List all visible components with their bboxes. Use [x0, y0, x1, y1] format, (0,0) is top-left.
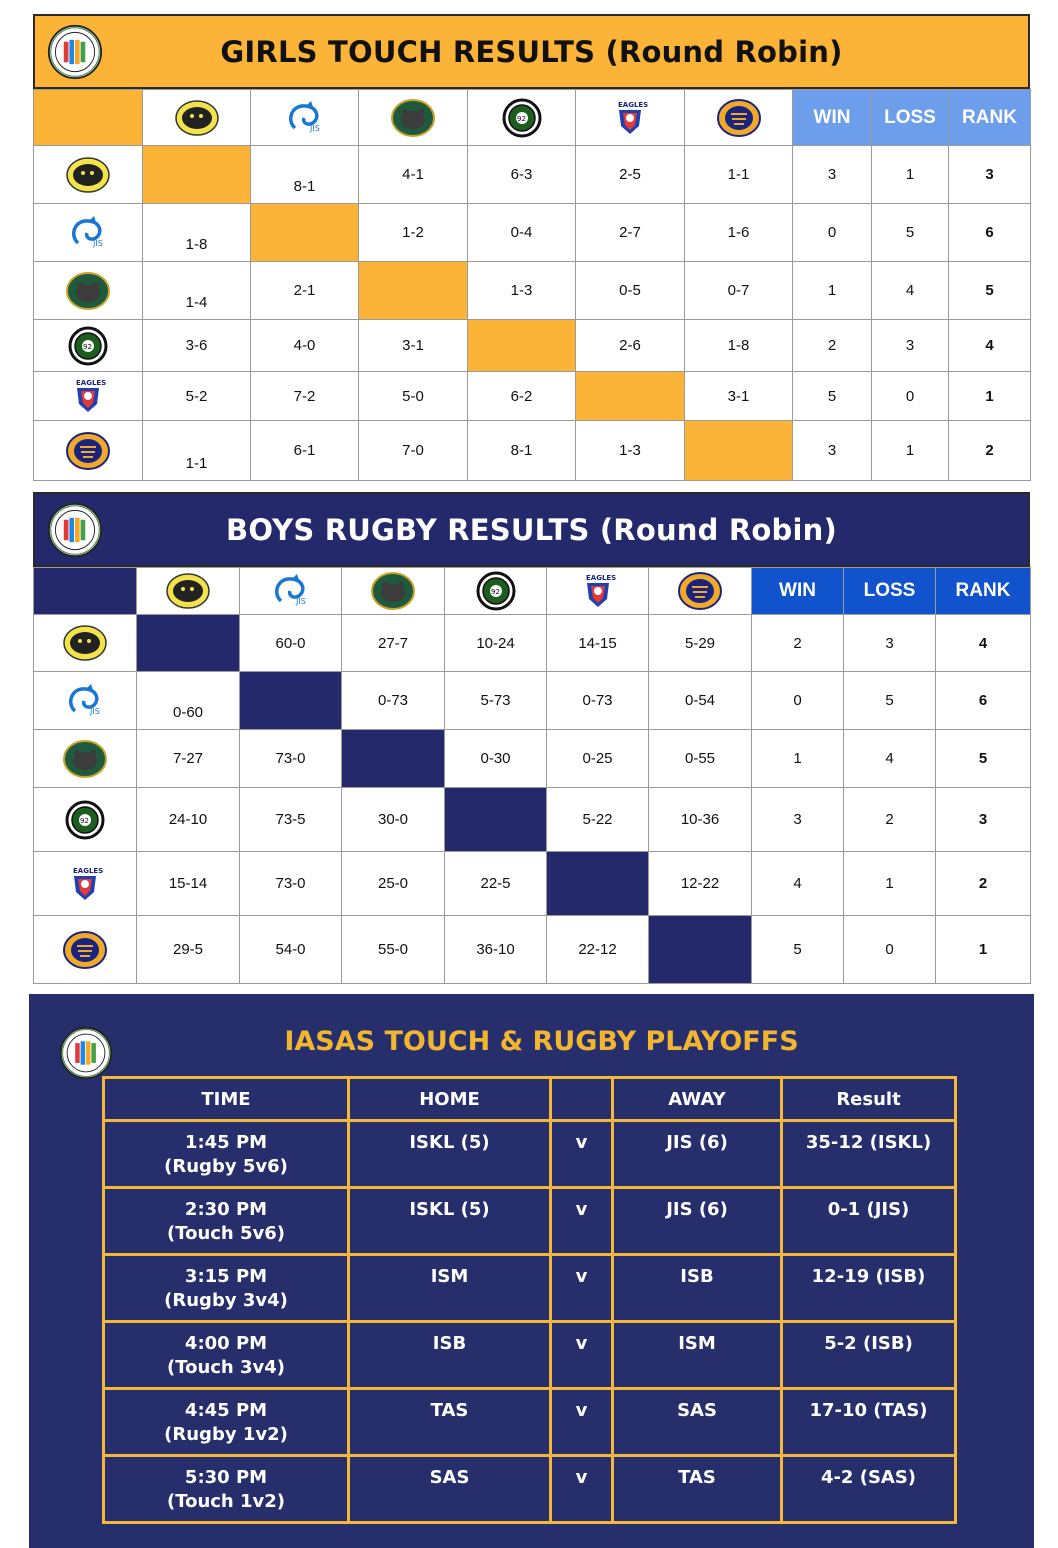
boys-rugby-section: [33, 492, 1030, 984]
dragon-wheel-logo-icon: [60, 800, 110, 840]
score-cell: 0-73: [547, 672, 649, 730]
panther-logo-icon: [60, 623, 110, 663]
score-cell: 6-3: [468, 146, 576, 204]
table-row: [34, 852, 1031, 916]
playoffs-table: [102, 1076, 957, 1524]
diagonal-cell: [359, 262, 468, 320]
match-event: (Touch 5v6): [166, 1223, 286, 1244]
row-team-logo: [34, 788, 137, 852]
table-row: [34, 916, 1031, 984]
playoffs-title: IASAS TOUCH & RUGBY PLAYOFFS: [284, 1026, 799, 1057]
match-time: 1:45 PM: [184, 1132, 268, 1153]
rank-cell: 5: [936, 730, 1031, 788]
diagonal-cell: [468, 320, 576, 372]
result-cell: 35-12 (ISKL): [782, 1121, 956, 1188]
time-cell: [104, 1188, 349, 1255]
girls-touch-section: [33, 14, 1030, 481]
loss-cell: 4: [844, 730, 936, 788]
score-cell: 5-2: [143, 372, 251, 421]
match-time: 2:30 PM: [184, 1199, 268, 1220]
bear-logo: [342, 568, 445, 615]
score-cell: 1-1: [685, 146, 793, 204]
time-header: TIME: [104, 1078, 349, 1121]
loss-cell: 1: [844, 852, 936, 916]
tiger-logo-icon: [714, 98, 764, 138]
loss-header: LOSS: [844, 568, 936, 615]
score-cell: 0-60: [137, 672, 240, 730]
score-cell: 2-7: [576, 204, 685, 262]
row-team-logo: [34, 204, 143, 262]
home-cell: ISM: [349, 1255, 551, 1322]
diagonal-cell: [685, 421, 793, 481]
diagonal-cell: [143, 146, 251, 204]
row-team-logo: [34, 916, 137, 984]
win-cell: 2: [752, 615, 844, 672]
playoffs-section: [29, 994, 1034, 1548]
score-cell: 60-0: [240, 615, 342, 672]
table-row: [104, 1188, 956, 1255]
win-cell: 2: [793, 320, 872, 372]
row-team-logo: [34, 730, 137, 788]
diagonal-cell: [445, 788, 547, 852]
score-cell: 3-1: [685, 372, 793, 421]
score-cell: 0-7: [685, 262, 793, 320]
loss-cell: 3: [872, 320, 949, 372]
win-cell: 3: [793, 421, 872, 481]
score-cell: 0-73: [342, 672, 445, 730]
table-row: [104, 1255, 956, 1322]
row-team-logo: [34, 320, 143, 372]
score-cell: 1-3: [468, 262, 576, 320]
loss-cell: 0: [872, 372, 949, 421]
dragon-logo: [240, 568, 342, 615]
score-cell: 4-1: [359, 146, 468, 204]
rank-cell: 3: [949, 146, 1031, 204]
win-cell: 5: [752, 916, 844, 984]
time-cell: [104, 1456, 349, 1523]
score-cell: 4-0: [251, 320, 359, 372]
dragon-wheel-logo-icon: [63, 326, 113, 366]
bear-logo-icon: [63, 271, 113, 311]
rank-cell: 1: [949, 372, 1031, 421]
win-cell: 3: [793, 146, 872, 204]
match-time: 5:30 PM: [184, 1467, 268, 1488]
score-cell: 1-2: [359, 204, 468, 262]
loss-cell: 0: [844, 916, 936, 984]
iasas-seal-icon: [47, 24, 103, 80]
score-cell: 5-0: [359, 372, 468, 421]
home-cell: ISB: [349, 1322, 551, 1389]
rank-cell: 6: [949, 204, 1031, 262]
home-cell: SAS: [349, 1456, 551, 1523]
match-event: (Rugby 5v6): [164, 1156, 288, 1177]
score-cell: 3-1: [359, 320, 468, 372]
score-cell: 30-0: [342, 788, 445, 852]
table-row: [34, 672, 1031, 730]
rank-header: RANK: [949, 90, 1031, 146]
score-cell: 73-0: [240, 730, 342, 788]
dragon-logo-icon: [63, 213, 113, 253]
time-cell: [104, 1322, 349, 1389]
score-cell: 25-0: [342, 852, 445, 916]
score-cell: 24-10: [137, 788, 240, 852]
away-cell: JIS (6): [613, 1121, 782, 1188]
table-row: [34, 372, 1031, 421]
rank-cell: 4: [936, 615, 1031, 672]
dragon-logo-icon: [266, 571, 316, 611]
eagle-logo-icon: [60, 864, 110, 904]
score-cell: 15-14: [137, 852, 240, 916]
score-cell: 0-4: [468, 204, 576, 262]
score-cell: 8-1: [251, 146, 359, 204]
score-cell: 1-8: [143, 204, 251, 262]
tiger-logo: [649, 568, 752, 615]
table-row: [104, 1121, 956, 1188]
score-cell: 73-0: [240, 852, 342, 916]
score-cell: 5-73: [445, 672, 547, 730]
win-header: WIN: [793, 90, 872, 146]
score-cell: 22-5: [445, 852, 547, 916]
result-cell: 12-19 (ISB): [782, 1255, 956, 1322]
panther-logo-icon: [172, 98, 222, 138]
rank-cell: 4: [949, 320, 1031, 372]
eagle-logo: [547, 568, 649, 615]
table-row: [34, 204, 1031, 262]
table-row: [104, 1456, 956, 1523]
bear-logo-icon: [388, 98, 438, 138]
row-team-logo: [34, 852, 137, 916]
boys-header-row: [34, 568, 1031, 615]
away-cell: TAS: [613, 1456, 782, 1523]
bear-logo-icon: [60, 739, 110, 779]
score-cell: 7-2: [251, 372, 359, 421]
away-cell: ISB: [613, 1255, 782, 1322]
score-cell: 3-6: [143, 320, 251, 372]
dragon-wheel-logo-icon: [471, 571, 521, 611]
rank-header: RANK: [936, 568, 1031, 615]
girls-results-table: [33, 89, 1031, 481]
tiger-logo-icon: [675, 571, 725, 611]
result-cell: 4-2 (SAS): [782, 1456, 956, 1523]
loss-cell: 3: [844, 615, 936, 672]
tiger-logo-icon: [60, 930, 110, 970]
score-cell: 22-12: [547, 916, 649, 984]
result-header: Result: [782, 1078, 956, 1121]
win-cell: 4: [752, 852, 844, 916]
score-cell: 1-4: [143, 262, 251, 320]
table-row: [34, 320, 1031, 372]
table-row: [34, 146, 1031, 204]
score-cell: 12-22: [649, 852, 752, 916]
diagonal-cell: [137, 615, 240, 672]
row-team-logo: [34, 672, 137, 730]
time-cell: [104, 1255, 349, 1322]
score-cell: 7-27: [137, 730, 240, 788]
eagle-logo-icon: [605, 98, 655, 138]
loss-cell: 4: [872, 262, 949, 320]
score-cell: 0-54: [649, 672, 752, 730]
girls-header-row: [34, 90, 1031, 146]
score-cell: 1-3: [576, 421, 685, 481]
boys-title-banner: [33, 492, 1030, 567]
score-cell: 6-2: [468, 372, 576, 421]
rank-cell: 5: [949, 262, 1031, 320]
loss-cell: 1: [872, 146, 949, 204]
score-cell: 29-5: [137, 916, 240, 984]
dragon-wheel-logo-icon: [497, 98, 547, 138]
diagonal-cell: [251, 204, 359, 262]
result-cell: 0-1 (JIS): [782, 1188, 956, 1255]
tiger-logo: [685, 90, 793, 146]
diagonal-cell: [576, 372, 685, 421]
time-cell: [104, 1121, 349, 1188]
score-cell: 73-5: [240, 788, 342, 852]
diagonal-cell: [342, 730, 445, 788]
home-cell: ISKL (5): [349, 1121, 551, 1188]
row-team-logo: [34, 372, 143, 421]
score-cell: 6-1: [251, 421, 359, 481]
vs-cell: v: [551, 1389, 613, 1456]
score-cell: 10-24: [445, 615, 547, 672]
vs-cell: v: [551, 1255, 613, 1322]
score-cell: 1-8: [685, 320, 793, 372]
panther-logo: [143, 90, 251, 146]
score-cell: 0-25: [547, 730, 649, 788]
iasas-seal-icon: [47, 502, 103, 558]
dragon-logo-icon: [60, 681, 110, 721]
score-cell: 14-15: [547, 615, 649, 672]
score-cell: 5-29: [649, 615, 752, 672]
corner-cell: [34, 568, 137, 615]
table-row: [34, 615, 1031, 672]
score-cell: 5-22: [547, 788, 649, 852]
score-cell: 55-0: [342, 916, 445, 984]
table-row: [34, 788, 1031, 852]
match-time: 4:45 PM: [184, 1400, 268, 1421]
score-cell: 0-55: [649, 730, 752, 788]
girls-title: GIRLS TOUCH RESULTS (Round Robin): [220, 34, 843, 69]
match-event: (Rugby 1v2): [164, 1424, 288, 1445]
score-cell: 1-6: [685, 204, 793, 262]
boys-results-table: [33, 567, 1031, 984]
tiger-logo-icon: [63, 431, 113, 471]
result-cell: 5-2 (ISB): [782, 1322, 956, 1389]
score-cell: 36-10: [445, 916, 547, 984]
score-cell: 2-1: [251, 262, 359, 320]
diagonal-cell: [649, 916, 752, 984]
loss-cell: 1: [872, 421, 949, 481]
loss-cell: 2: [844, 788, 936, 852]
win-cell: 1: [752, 730, 844, 788]
panther-logo-icon: [63, 155, 113, 195]
loss-header: LOSS: [872, 90, 949, 146]
diagonal-cell: [240, 672, 342, 730]
win-cell: 0: [752, 672, 844, 730]
table-row: [104, 1389, 956, 1456]
away-cell: SAS: [613, 1389, 782, 1456]
boys-title: BOYS RUGBY RESULTS (Round Robin): [226, 512, 837, 547]
win-cell: 1: [793, 262, 872, 320]
vs-cell: v: [551, 1121, 613, 1188]
win-header: WIN: [752, 568, 844, 615]
vs-cell: v: [551, 1322, 613, 1389]
match-event: (Touch 1v2): [166, 1491, 286, 1512]
row-team-logo: [34, 615, 137, 672]
loss-cell: 5: [872, 204, 949, 262]
vs-header: [551, 1078, 613, 1121]
wheel-logo: [445, 568, 547, 615]
score-cell: 10-36: [649, 788, 752, 852]
home-header: HOME: [349, 1078, 551, 1121]
home-cell: ISKL (5): [349, 1188, 551, 1255]
result-cell: 17-10 (TAS): [782, 1389, 956, 1456]
match-time: 4:00 PM: [184, 1333, 268, 1354]
win-cell: 3: [752, 788, 844, 852]
away-cell: ISM: [613, 1322, 782, 1389]
score-cell: 7-0: [359, 421, 468, 481]
panther-logo: [137, 568, 240, 615]
row-team-logo: [34, 421, 143, 481]
wheel-logo: [468, 90, 576, 146]
table-row: [104, 1322, 956, 1389]
match-time: 3:15 PM: [184, 1266, 268, 1287]
rank-cell: 3: [936, 788, 1031, 852]
win-cell: 0: [793, 204, 872, 262]
table-row: [34, 421, 1031, 481]
table-row: [34, 730, 1031, 788]
rank-cell: 2: [949, 421, 1031, 481]
table-row: [34, 262, 1031, 320]
rank-cell: 2: [936, 852, 1031, 916]
score-cell: 2-6: [576, 320, 685, 372]
corner-cell: [34, 90, 143, 146]
score-cell: 8-1: [468, 421, 576, 481]
row-team-logo: [34, 146, 143, 204]
dragon-logo-icon: [280, 98, 330, 138]
score-cell: 0-30: [445, 730, 547, 788]
rank-cell: 6: [936, 672, 1031, 730]
dragon-logo: [251, 90, 359, 146]
score-cell: 2-5: [576, 146, 685, 204]
panther-logo-icon: [163, 571, 213, 611]
win-cell: 5: [793, 372, 872, 421]
vs-cell: v: [551, 1188, 613, 1255]
playoffs-header-row: [104, 1078, 956, 1121]
eagle-logo: [576, 90, 685, 146]
row-team-logo: [34, 262, 143, 320]
rank-cell: 1: [936, 916, 1031, 984]
loss-cell: 5: [844, 672, 936, 730]
home-cell: TAS: [349, 1389, 551, 1456]
match-event: (Touch 3v4): [166, 1357, 286, 1378]
score-cell: 0-5: [576, 262, 685, 320]
score-cell: 54-0: [240, 916, 342, 984]
score-cell: 27-7: [342, 615, 445, 672]
away-cell: JIS (6): [613, 1188, 782, 1255]
eagle-logo-icon: [63, 376, 113, 416]
eagle-logo-icon: [573, 571, 623, 611]
girls-title-banner: [33, 14, 1030, 89]
vs-cell: v: [551, 1456, 613, 1523]
away-header: AWAY: [613, 1078, 782, 1121]
bear-logo: [359, 90, 468, 146]
match-event: (Rugby 3v4): [164, 1290, 288, 1311]
score-cell: 1-1: [143, 421, 251, 481]
bear-logo-icon: [368, 571, 418, 611]
diagonal-cell: [547, 852, 649, 916]
time-cell: [104, 1389, 349, 1456]
